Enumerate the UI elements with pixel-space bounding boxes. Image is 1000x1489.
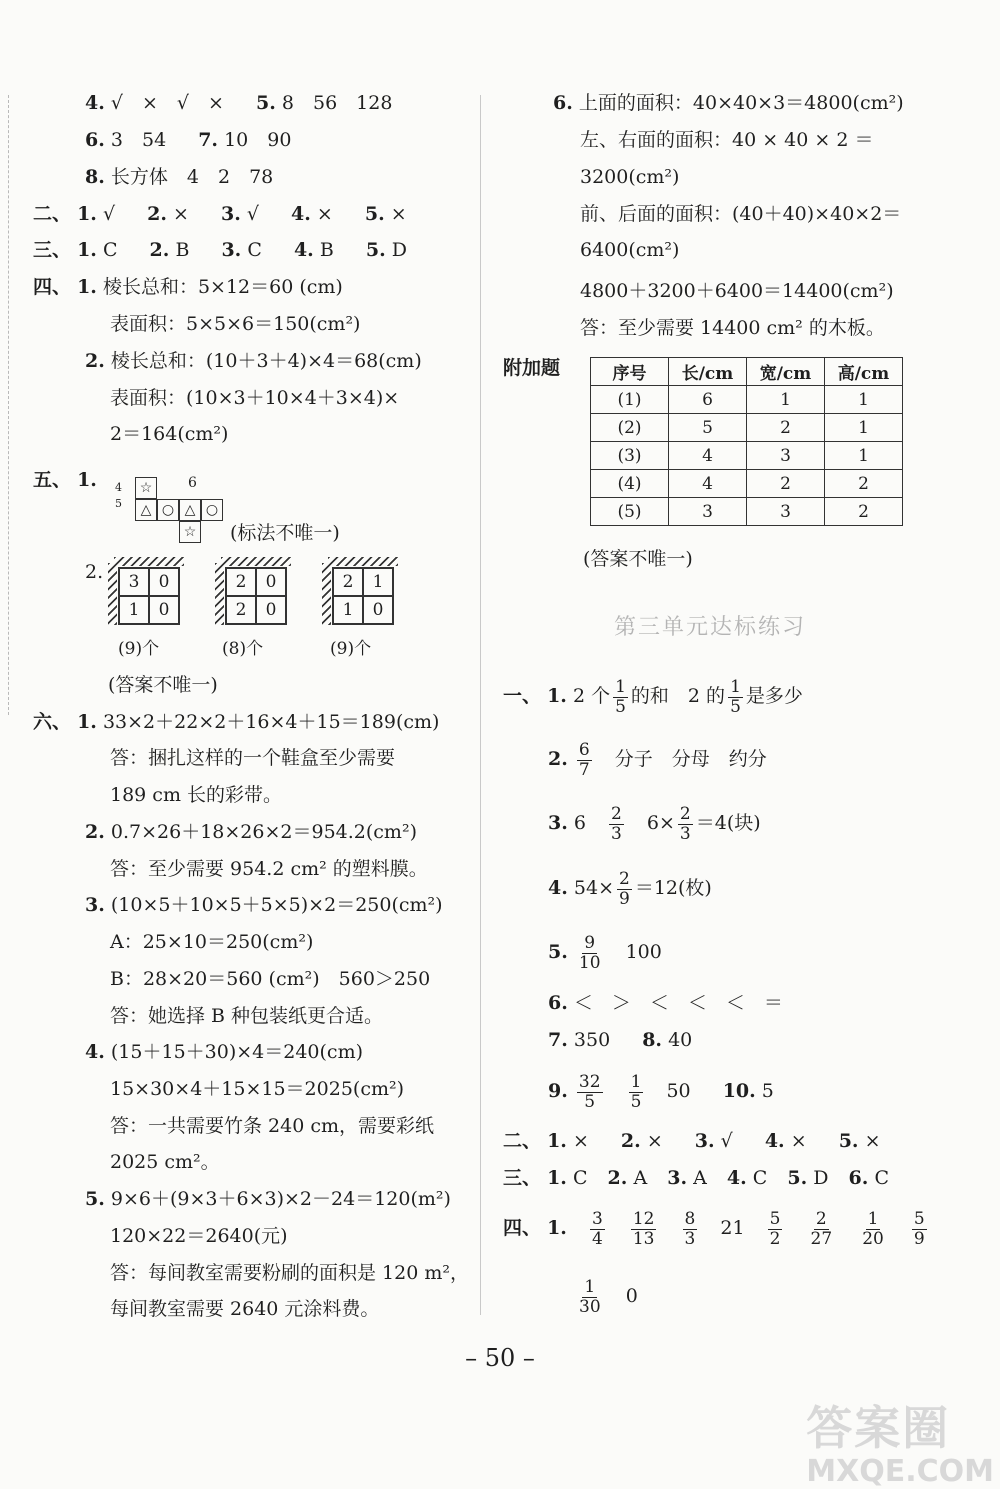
watermark [806, 1392, 994, 1489]
note-text: (答案不唯一) [583, 548, 693, 570]
u3-section-er [503, 1129, 881, 1153]
table-cell: 1 [825, 414, 903, 442]
q-num: 3. [548, 812, 568, 834]
grid-cell: 3 [119, 568, 149, 596]
frac-denominator: 20 [862, 1228, 884, 1249]
q-num: 3. [220, 203, 241, 225]
answer-text: (15＋15＋30)×4＝240(cm) [110, 1041, 364, 1063]
answer-text: ＝12(枚) [634, 877, 712, 899]
answer-text: 2025 cm²。 [110, 1151, 220, 1173]
q-num: 4. [85, 1041, 105, 1063]
note-text: (标法不唯一) [230, 522, 340, 544]
answer-text: × [572, 1130, 589, 1152]
fraction [629, 1073, 644, 1112]
answer-text: A [633, 1167, 648, 1189]
frac-numerator: 32 [578, 1071, 601, 1092]
frac-numerator: 1 [630, 1071, 642, 1092]
frac-denominator: 7 [578, 759, 590, 780]
block-grid-1 [108, 557, 188, 632]
answer-text: 答：至少需要 14400 cm² 的木板。 [580, 317, 885, 339]
circle-icon: ○ [157, 499, 179, 521]
answer-text: 6× [646, 812, 675, 834]
answer-text: 表面积：5×5×6＝150(cm²) [110, 313, 361, 335]
q-num: 4. [764, 1130, 785, 1152]
fraction [809, 1210, 835, 1249]
q-num: 1. [77, 239, 97, 261]
grid-caption: (9)个 [118, 639, 160, 659]
fraction [609, 805, 624, 844]
section-wu-q1 [33, 468, 97, 492]
grid-cell: 2 [226, 596, 256, 624]
grid-cell: 0 [256, 568, 286, 596]
q-num: 4. [291, 203, 311, 225]
frac-denominator: 9 [913, 1228, 925, 1249]
u3-q1 [503, 676, 803, 716]
q-num: 1. [547, 1217, 567, 1239]
frac-numerator: 5 [913, 1208, 925, 1229]
liu-q4 [85, 1040, 363, 1064]
net-label-side: 4 [115, 481, 122, 494]
table-cell: 2 [825, 498, 903, 526]
table-cell: 2 [825, 470, 903, 498]
fraction [768, 1210, 783, 1249]
q-num: 2. [85, 821, 105, 843]
frac-denominator: 13 [632, 1228, 655, 1249]
table-cell: 1 [825, 442, 903, 470]
answer-text: C [247, 239, 262, 261]
q-num: 4. [85, 92, 105, 114]
answer-text: 棱长总和：5×12＝60 (cm) [102, 276, 343, 298]
frac-denominator: 5 [615, 696, 626, 717]
grid-cell: 1 [119, 596, 149, 624]
answer-text: 长方体 4 2 78 [110, 166, 274, 188]
answer-text: B [175, 239, 190, 261]
answer-text: × [390, 203, 407, 225]
answer-text: 的和 2 的 [630, 685, 726, 707]
answer-text: C [752, 1167, 768, 1189]
table-row [591, 442, 903, 470]
wall-hatch [322, 563, 331, 625]
frac-denominator: 3 [611, 823, 622, 844]
frac-numerator: 2 [815, 1208, 827, 1229]
net-label-side: 5 [115, 497, 122, 510]
answer-line-4-5 [85, 91, 392, 115]
page-number: – 50 – [465, 1344, 535, 1372]
watermark-url: MXQE.COM [806, 1454, 994, 1489]
unit-title: 第三单元达标练习 [613, 615, 806, 640]
q-num: 1. [547, 685, 567, 707]
u3-q4 [548, 868, 712, 908]
q-num: 3. [694, 1130, 715, 1152]
answer-text: 6 [573, 812, 586, 834]
frac-denominator: 9 [619, 888, 630, 909]
section-label: 六、 [33, 711, 72, 733]
q-num: 2. [620, 1130, 641, 1152]
u3-q3 [548, 803, 761, 843]
q-num: 2. [149, 239, 170, 261]
answer-text: 50 [666, 1080, 691, 1102]
frac-numerator: 2 [679, 803, 691, 824]
q-num: 2. [85, 350, 105, 372]
frac-denominator: 5 [630, 1091, 642, 1112]
answer-text: 6400(cm²) [580, 239, 680, 261]
answer-text: 0 [625, 1285, 638, 1307]
frac-denominator: 3 [679, 823, 691, 844]
frac-numerator: 1 [584, 1276, 596, 1297]
answer-text: 100 [625, 941, 662, 963]
answer-text: 3200(cm²) [580, 166, 680, 188]
u3-q7-8 [548, 1028, 692, 1052]
table-cell: (4) [591, 470, 669, 498]
table-cell: (1) [591, 386, 669, 414]
u3-section-si [503, 1208, 930, 1248]
u3-section-san [503, 1166, 889, 1190]
fraction [590, 1210, 605, 1249]
fraction [683, 1210, 698, 1249]
grid-cell: 0 [149, 596, 179, 624]
section-label: 四、 [503, 1217, 542, 1239]
answer-text: 是多少 [745, 685, 803, 707]
table-cell: 4 [669, 442, 747, 470]
frac-numerator: 3 [591, 1208, 603, 1229]
q-num: 7. [548, 1029, 568, 1051]
fraction [613, 678, 628, 717]
answer-text: D [813, 1167, 829, 1189]
section-liu-q1 [33, 710, 439, 734]
answer-text: 33×2＋22×2＋16×4＋15＝189(cm) [102, 711, 440, 733]
answer-text: 4800＋3200＋6400＝14400(cm²) [580, 280, 894, 302]
answer-text: 答：她选择 B 种包装纸更合适。 [110, 1005, 384, 1027]
liu-q5 [85, 1187, 451, 1211]
block-grid-2 [215, 557, 295, 632]
grid-caption: (9)个 [330, 639, 372, 659]
frac-denominator: 2 [769, 1228, 781, 1249]
answer-line-8 [85, 165, 273, 189]
answer-text: √ [246, 203, 259, 225]
answer-text: ＝4(块) [695, 812, 761, 834]
grid-cell: 2 [226, 568, 256, 596]
liu-q3 [85, 893, 443, 917]
q-num: 1. [547, 1130, 567, 1152]
section-label: 二、 [503, 1130, 542, 1152]
answer-text: √ [720, 1130, 733, 1152]
q-num: 7. [198, 129, 219, 151]
table-row [591, 414, 903, 442]
answer-text: √ × √ × [110, 92, 224, 114]
frac-numerator: 8 [684, 1208, 696, 1229]
table-header: 长/cm [669, 358, 747, 386]
table-cell: (2) [591, 414, 669, 442]
q-num: 3. [85, 894, 105, 916]
q-num: 1. [77, 469, 97, 491]
q-num: 2. [147, 203, 167, 225]
answer-line-6-7 [85, 128, 291, 152]
answer-text: × [790, 1130, 807, 1152]
fraction [631, 1210, 657, 1249]
grid-cell: 1 [333, 596, 363, 624]
fraction [577, 1278, 603, 1317]
q-num: 8. [642, 1029, 663, 1051]
answer-text: × [316, 203, 333, 225]
u3-q9-10 [548, 1071, 774, 1111]
answer-text: 15×30×4＋15×15＝2025(cm²) [110, 1078, 405, 1100]
table-cell: 2 [747, 470, 825, 498]
left-margin-rule [8, 95, 9, 715]
q-num: 6. [548, 992, 568, 1014]
answer-text: 2 个 [572, 685, 611, 707]
answer-text: 每间教室需要 2640 元涂料费。 [110, 1298, 380, 1320]
answer-text: 189 cm 长的彩带。 [110, 784, 283, 806]
section-label: 三、 [33, 239, 72, 261]
answer-text: (10×5＋10×5＋5×5)×2＝250(cm²) [110, 894, 443, 916]
wall-hatch [215, 563, 224, 625]
u3-q2 [548, 739, 767, 779]
q-num: 3. [667, 1167, 688, 1189]
q-num: 6. [85, 129, 105, 151]
answer-text: × [646, 1130, 663, 1152]
table-header: 宽/cm [747, 358, 825, 386]
table-cell: 3 [747, 442, 825, 470]
frac-numerator: 1 [730, 676, 741, 697]
wall-hatch [108, 563, 117, 625]
wall-hatch [114, 557, 184, 566]
block-grid-3 [322, 557, 402, 632]
table-cell: (3) [591, 442, 669, 470]
grid-cell: 0 [256, 596, 286, 624]
extra-question-label: 附加题 [503, 357, 561, 379]
table-header: 序号 [591, 358, 669, 386]
section-er [33, 202, 407, 226]
answer-text: 120×22＝2640(元) [110, 1225, 288, 1247]
column-divider [480, 95, 481, 1315]
table-cell: 2 [747, 414, 825, 442]
answer-text: 10 90 [224, 129, 292, 151]
liu-q2 [85, 820, 417, 844]
answer-text: A [693, 1167, 707, 1189]
grid-cell: 0 [149, 568, 179, 596]
q-num: 8. [85, 166, 105, 188]
section-si-q1 [33, 275, 343, 299]
table-cell: 3 [669, 498, 747, 526]
answer-text: 40 [668, 1029, 693, 1051]
answer-text: 5 [761, 1080, 774, 1102]
q-num: 1. [77, 711, 97, 733]
answer-text: 0.7×26＋18×26×2＝954.2(cm²) [110, 821, 417, 843]
frac-denominator: 5 [584, 1091, 596, 1112]
section-label: 四、 [33, 276, 72, 298]
table-cell: 1 [825, 386, 903, 414]
answer-text: 分子 分母 约分 [614, 748, 767, 770]
fraction [860, 1210, 886, 1249]
answer-text: 3 54 [110, 129, 167, 151]
watermark-logo-text: 答案圈 [806, 1401, 951, 1455]
q-num: 4. [726, 1167, 747, 1189]
table-header: 高/cm [825, 358, 903, 386]
triangle-icon: △ [135, 499, 157, 521]
q-num: 9. [548, 1080, 568, 1102]
answer-text: 上面的面积：40×40×3＝4800(cm²) [578, 92, 904, 114]
answer-text: 2＝164(cm²) [110, 423, 229, 445]
answer-text: √ [102, 203, 116, 225]
grid-caption: (8)个 [222, 639, 264, 659]
table-row [591, 470, 903, 498]
frac-numerator: 2 [611, 803, 622, 824]
q-num: 2. [548, 748, 568, 770]
section-label: 五、 [33, 469, 72, 491]
frac-numerator: 12 [632, 1208, 655, 1229]
answer-text: B [319, 239, 334, 261]
q-num: 4. [293, 239, 314, 261]
section-label: 二、 [33, 203, 72, 225]
table-cell: (5) [591, 498, 669, 526]
answer-text: 54× [573, 877, 614, 899]
wall-hatch [221, 557, 291, 566]
section-label: 一、 [503, 685, 542, 707]
fraction [577, 934, 603, 973]
frac-numerator: 1 [615, 676, 626, 697]
frac-numerator: 2 [619, 868, 630, 889]
frac-denominator: 3 [684, 1228, 696, 1249]
q-num: 1. [77, 276, 97, 298]
q-num: 5. [364, 203, 385, 225]
circle-icon: ○ [201, 499, 223, 521]
frac-numerator: 5 [769, 1208, 781, 1229]
table-cell: 5 [669, 414, 747, 442]
answer-text: 答：至少需要 954.2 cm² 的塑料膜。 [110, 858, 428, 880]
q-num: 5. [85, 1188, 105, 1210]
answer-text: 9×6＋(9×3＋6×3)×2－24＝120(m²) [110, 1188, 451, 1210]
answer-text: A：25×10＝250(cm²) [110, 931, 314, 953]
frac-numerator: 6 [578, 739, 590, 760]
answer-text: C [572, 1167, 588, 1189]
answer-text: 350 [573, 1029, 611, 1051]
q-num: 1. [77, 203, 97, 225]
fraction [912, 1210, 927, 1249]
section-si-q2 [85, 349, 422, 373]
answer-text: ＜ ＞ ＜ ＜ ＜ ＝ [573, 992, 783, 1014]
net-label-top: 6 [188, 475, 197, 491]
answer-text: C [102, 239, 118, 261]
section-san [33, 238, 407, 262]
frac-denominator: 27 [810, 1228, 833, 1249]
table-header-row [591, 358, 903, 386]
wall-hatch [328, 557, 398, 566]
q-num: 10. [722, 1080, 756, 1102]
q-num: 2. [607, 1167, 628, 1189]
answer-text: 答：一共需要竹条 240 cm，需要彩纸 [110, 1115, 435, 1137]
cube-net-figure [113, 475, 233, 545]
q-num: 3. [221, 239, 242, 261]
q-num: 1. [547, 1167, 567, 1189]
table-cell: 4 [669, 470, 747, 498]
answer-text: 表面积：(10×3＋10×4＋3×4)× [110, 387, 400, 409]
fraction [617, 870, 632, 909]
right-q6 [553, 91, 904, 115]
u3-q5 [548, 932, 662, 972]
q-num: 4. [548, 877, 568, 899]
q-num: 5. [838, 1130, 859, 1152]
table-cell: 6 [669, 386, 747, 414]
answer-text: × [864, 1130, 881, 1152]
grid-cell: 0 [363, 596, 393, 624]
fraction [678, 805, 693, 844]
answer-text: 前、后面的面积：(40＋40)×40×2＝ [580, 203, 902, 225]
frac-denominator: 4 [591, 1228, 603, 1249]
table-cell: 1 [747, 386, 825, 414]
q-num: 6. [848, 1167, 869, 1189]
q-num: 5. [548, 941, 568, 963]
answer-text: 答：每间教室需要粉刷的面积是 120 m²， [110, 1262, 469, 1284]
table-row [591, 498, 903, 526]
star-icon: ☆ [179, 521, 201, 543]
triangle-icon: △ [179, 499, 201, 521]
answer-text: 答：捆扎这样的一个鞋盒至少需要 [110, 747, 396, 769]
answer-text: C [874, 1167, 889, 1189]
answer-text: 8 56 128 [281, 92, 393, 114]
q-num: 5. [365, 239, 386, 261]
note-text: (答案不唯一) [108, 674, 218, 696]
frac-numerator: 1 [867, 1208, 879, 1229]
section-label: 三、 [503, 1167, 542, 1189]
fraction [577, 1073, 603, 1112]
q-num: 2. [85, 561, 104, 583]
grid-cell: 2 [333, 568, 363, 596]
fraction [728, 678, 743, 717]
q-num: 5. [256, 92, 276, 114]
answer-text: 21 [720, 1217, 745, 1239]
answer-text: B：28×20＝560 (cm²) 560＞250 [110, 968, 431, 990]
fraction [577, 741, 592, 780]
answer-text: D [391, 239, 407, 261]
q-num: 6. [553, 92, 573, 114]
answer-text: 左、右面的面积：40 × 40 × 2 ＝ [580, 129, 874, 151]
star-icon: ☆ [135, 477, 157, 499]
frac-denominator: 30 [579, 1296, 601, 1317]
frac-numerator: 9 [584, 932, 596, 953]
frac-denominator: 10 [578, 952, 601, 973]
table-cell: 3 [747, 498, 825, 526]
frac-denominator: 5 [730, 696, 741, 717]
answer-text: × [173, 203, 189, 225]
answer-text: 棱长总和：(10＋3＋4)×4＝68(cm) [110, 350, 422, 372]
table-row [591, 386, 903, 414]
u3-si-cont [574, 1275, 638, 1317]
grid-cell: 1 [363, 568, 393, 596]
u3-q6 [548, 991, 783, 1015]
q-num: 5. [787, 1167, 808, 1189]
dimension-table [590, 357, 903, 526]
